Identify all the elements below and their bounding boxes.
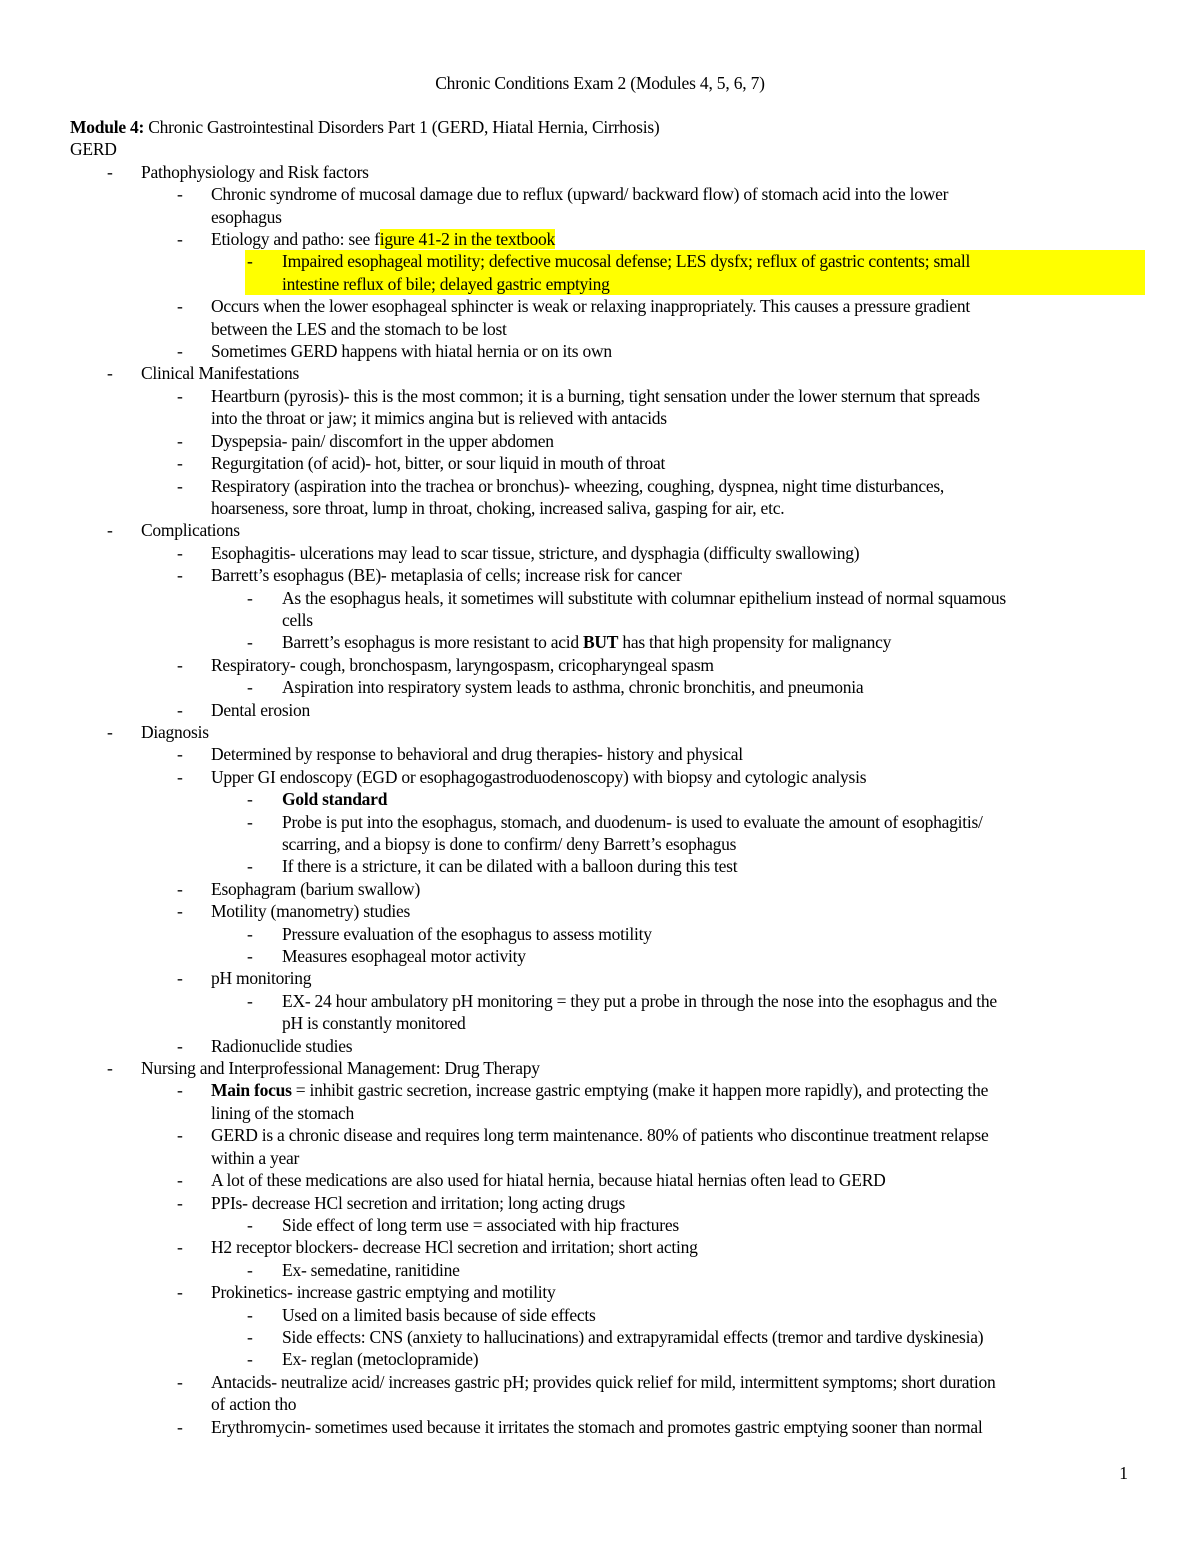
dash-bullet: - [177,1170,183,1191]
list-item: - Esophagitis- ulcerations may lead to scar tissue, stricture, and dysphagia (difficulty swallowing) [177,542,860,563]
module-label: Module 4: [70,117,145,137]
dash-bullet: - [177,430,183,451]
list-item: - Determined by response to behavioral and drug therapies- history and physical [177,744,743,765]
dash-bullet: - [247,789,253,810]
list-item: - Esophagram (barium swallow) [177,878,421,899]
list-item: - Ex- reglan (metoclopramide) [247,1349,479,1370]
list-item: - Gold standard [247,789,388,810]
dash-bullet: - [177,229,183,250]
list-item: - Occurs when the lower esophageal sphincter is weak or relaxing inappropriately. This causes a pressure gradient [177,296,970,317]
list-item-continuation: hoarseness, sore throat, lump in throat, choking, increased saliva, gasping for air, etc. [211,497,785,518]
list-item-continuation: between the LES and the stomach to be lost [211,318,507,339]
dash-bullet: - [247,990,253,1011]
list-item: - Etiology and patho: see figure 41-2 in the textbook [177,229,555,250]
list-item: - Side effect of long term use = associated with hip fractures [247,1214,679,1235]
list-item: - Nursing and Interprofessional Management: Drug Therapy [107,1058,540,1079]
list-item: - Chronic syndrome of mucosal damage due to reflux (upward/ backward flow) of stomach acid into the lower [177,184,949,205]
list-item: - PPIs- decrease HCl secretion and irritation; long acting drugs [177,1192,626,1213]
list-item: - Regurgitation (of acid)- hot, bitter, or sour liquid in mouth of throat [177,453,666,474]
dash-bullet: - [177,1371,183,1392]
list-item: - Pathophysiology and Risk factors [107,161,369,182]
dash-bullet: - [247,677,253,698]
list-item-continuation: into the throat or jaw; it mimics angina but is relieved with antacids [211,408,667,429]
dash-bullet: - [177,453,183,474]
dash-bullet: - [177,878,183,899]
dash-bullet: - [107,1058,113,1079]
list-item: - Used on a limited basis because of side effects [247,1304,596,1325]
dash-bullet: - [107,363,113,384]
section-heading-gerd: GERD [70,139,117,160]
list-item-continuation: scarring, and a biopsy is done to confirm/ deny Barrett’s esophagus [282,834,737,854]
list-item-highlighted: - Impaired esophageal motility; defective mucosal defense; LES dysfx; reflux of gastric contents; small [245,250,1145,272]
list-item: - H2 receptor blockers- decrease HCl secretion and irritation; short acting [177,1237,698,1258]
list-item: - Ex- semedatine, ranitidine [247,1259,460,1280]
list-item: - Radionuclide studies [177,1035,353,1056]
dash-bullet: - [247,811,253,832]
dash-bullet: - [177,968,183,989]
list-item: - Probe is put into the esophagus, stomach, and duodenum- is used to evaluate the amount of esophagitis/ [247,811,983,832]
document-title: Chronic Conditions Exam 2 (Modules 4, 5, 6, 7) [435,73,765,93]
list-item: - Respiratory- cough, bronchospasm, laryngospasm, cricopharyngeal spasm [177,654,714,675]
list-item-continuation: esophagus [211,206,282,227]
list-item: - EX- 24 hour ambulatory pH monitoring = they put a probe in through the nose into the esophagus and the [247,990,997,1011]
dash-bullet: - [177,1035,183,1056]
dash-bullet: - [177,184,183,205]
dash-bullet: - [177,654,183,675]
list-item: - Diagnosis [107,721,209,742]
list-item: - Side effects: CNS (anxiety to hallucinations) and extrapyramidal effects (tremor and tardive dyskinesia) [247,1326,984,1347]
dash-bullet: - [107,721,113,742]
document-body [70,116,1145,1438]
list-item: - pH monitoring [177,968,312,989]
list-item: - Clinical Manifestations [107,363,300,384]
list-item: - Heartburn (pyrosis)- this is the most common; it is a burning, tight sensation under the lower sternum that spreads [177,385,980,406]
list-item: - If there is a stricture, it can be dilated with a balloon during this test [247,856,738,877]
list-item: - Measures esophageal motor activity [247,946,526,967]
list-item: - Antacids- neutralize acid/ increases gastric pH; provides quick relief for mild, intermittent symptoms; short duration [177,1371,996,1392]
list-item-continuation: lining of the stomach [211,1102,354,1123]
list-item-continuation: within a year [211,1147,300,1168]
list-item: - GERD is a chronic disease and requires long term maintenance. 80% of patients who discontinue treatment relapse [177,1125,989,1146]
dash-bullet: - [177,1080,183,1101]
dash-bullet: - [177,385,183,406]
list-item: - Pressure evaluation of the esophagus to assess motility [247,923,652,944]
dash-bullet: - [247,1326,253,1347]
list-item-continuation: cells [282,609,313,630]
module-text: Chronic Gastrointestinal Disorders Part 1 (GERD, Hiatal Hernia, Cirrhosis) [144,117,660,137]
dash-bullet: - [247,1214,253,1235]
dash-bullet: - [177,1416,183,1437]
highlighted-text: igure 41-2 in the textbook [379,229,555,250]
dash-bullet: - [177,744,183,765]
dash-bullet: - [247,1349,253,1370]
list-item: - Aspiration into respiratory system leads to asthma, chronic bronchitis, and pneumonia [247,677,864,698]
dash-bullet: - [247,587,253,608]
list-item: - Dyspepsia- pain/ discomfort in the upper abdomen [177,430,554,451]
dash-bullet: - [247,856,253,877]
list-item: - Motility (manometry) studies [177,901,411,922]
list-item: - Erythromycin- sometimes used because it irritates the stomach and promotes gastric emptying sooner than normal [177,1416,983,1437]
dash-bullet: - [177,901,183,922]
dash-bullet: - [107,520,113,541]
dash-bullet: - [177,565,183,586]
list-item: - Upper GI endoscopy (EGD or esophagogastroduodenoscopy) with biopsy and cytologic analysis [177,766,867,787]
dash-bullet: - [177,341,183,362]
dash-bullet: - [177,1192,183,1213]
dash-bullet: - [177,1282,183,1303]
list-item: - Dental erosion [177,699,311,720]
dash-bullet: - [177,1125,183,1146]
list-item: - Barrett’s esophagus (BE)- metaplasia of cells; increase risk for cancer [177,565,682,586]
list-item: - Sometimes GERD happens with hiatal hernia or on its own [177,341,612,362]
dash-bullet: - [247,923,253,944]
dash-bullet: - [247,251,253,272]
dash-bullet: - [247,632,253,653]
dash-bullet: - [107,161,113,182]
list-item: - Complications [107,520,240,541]
list-item: - Barrett’s esophagus is more resistant to acid BUT has that high propensity for malignancy [247,632,892,653]
dash-bullet: - [177,296,183,317]
dash-bullet: - [247,1304,253,1325]
list-item: - Prokinetics- increase gastric emptying and motility [177,1282,556,1303]
list-item-continuation-highlighted: intestine reflux of bile; delayed gastric emptying [245,273,1145,295]
dash-bullet: - [247,946,253,967]
list-item-continuation: of action tho [211,1394,297,1415]
dash-bullet: - [177,699,183,720]
list-item: - Respiratory (aspiration into the trachea or bronchus)- wheezing, coughing, dyspnea, night time disturbances, [177,475,945,496]
dash-bullet: - [177,1237,183,1258]
dash-bullet: - [177,766,183,787]
dash-bullet: - [247,1259,253,1280]
list-item: - A lot of these medications are also used for hiatal hernia, because hiatal hernias often lead to GERD [177,1170,886,1191]
list-item: - Main focus = inhibit gastric secretion, increase gastric emptying (make it happen more rapidly), and protecting the [177,1080,989,1101]
module-heading [70,116,1145,138]
page-number: 1 [1119,1463,1128,1483]
dash-bullet: - [177,475,183,496]
dash-bullet: - [177,542,183,563]
list-item-continuation: pH is constantly monitored [282,1013,466,1034]
list-item: - As the esophagus heals, it sometimes will substitute with columnar epithelium instead of normal squamous [247,587,1006,608]
